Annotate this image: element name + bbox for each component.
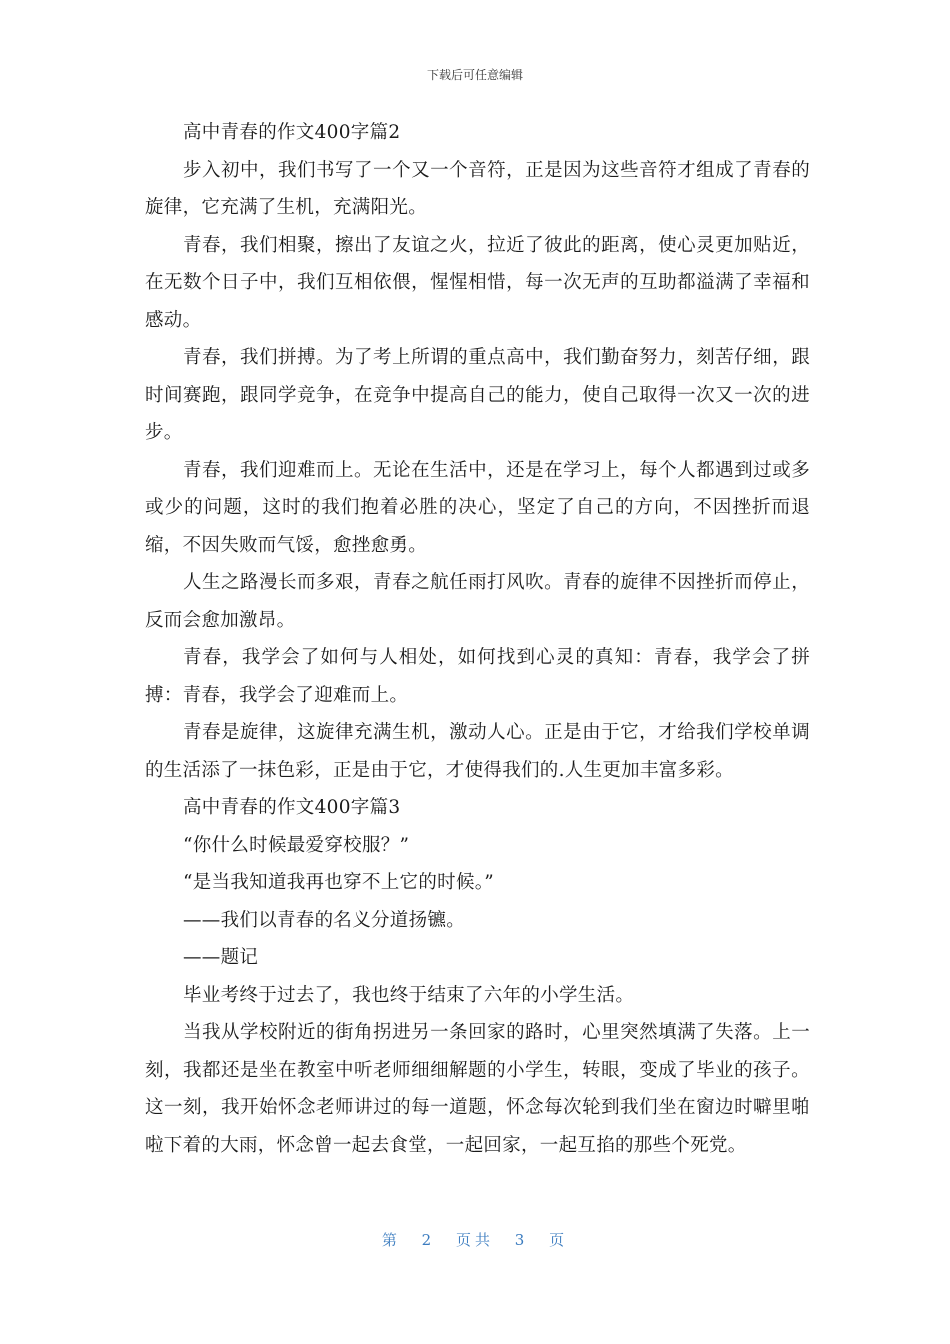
quote-line: “你什么时候最爱穿校服？” [183, 834, 410, 856]
document-body [145, 114, 810, 1164]
paragraph: 青春，我们相聚，擦出了友谊之火，拉近了彼此的距离，使心灵更加贴近，在无数个日子中，我们互相依偎，惺惺相惜，每一次无声的互助都溢满了幸福和感动。 [145, 234, 810, 331]
paragraph: 青春，我学会了如何与人相处，如何找到心灵的真知：青春，我学会了拼搏：青春，我学会了迎难而上。 [145, 647, 810, 706]
paragraph: 青春，我们迎难而上。无论在生活中，还是在学习上，每个人都遇到过或多或少的问题，这时的我们抱着必胜的决心，坚定了自己的方向，不因挫折而退缩，不因失败而气馁，愈挫愈勇。 [145, 459, 810, 556]
paragraph: 人生之路漫长而多艰，青春之航任雨打风吹。青春的旋律不因挫折而停止，反而会愈加激昂。 [145, 572, 810, 631]
paragraph: 当我从学校附近的街角拐进另一条回家的路时，心里突然填满了失落。上一刻，我都还是坐在教室中听老师细细解题的小学生，转眼，变成了毕业的孩子。这一刻，我开始怀念老师讲过的每一道题，怀念每次轮到我们坐在窗边时噼里啪啦下着的大雨，怀念曾一起去食堂，一起回家，一起互掐的那些个死党。 [145, 1022, 810, 1156]
page-footer: 第 2 页共 3 页 [381, 1231, 569, 1249]
paragraph: 步入初中，我们书写了一个又一个音符，正是因为这些音符才组成了青春的旋律，它充满了生机，充满阳光。 [145, 159, 810, 218]
paragraph: 青春，我们拼搏。为了考上所谓的重点高中，我们勤奋努力，刻苦仔细，跟时间赛跑，跟同学竞争，在竞争中提高自己的能力，使自己取得一次又一次的进步。 [145, 347, 810, 443]
epigraph-attribution: ——题记 [183, 947, 259, 968]
page-header: 下载后可任意编辑 [426, 68, 523, 82]
section-title: 高中青春的作文400字篇3 [183, 797, 401, 818]
epigraph-line: ——我们以青春的名义分道扬镳。 [183, 909, 466, 931]
quote-line: “是当我知道我再也穿不上它的时候。” [183, 872, 495, 893]
section-title: 高中青春的作文400字篇2 [183, 122, 401, 143]
paragraph: 毕业考终于过去了，我也终于结束了六年的小学生活。 [183, 984, 635, 1006]
paragraph: 青春是旋律，这旋律充满生机，激动人心。正是由于它，才给我们学校单调的生活添了一抹色彩，正是由于它，才使得我们的.人生更加丰富多彩。 [145, 722, 810, 781]
